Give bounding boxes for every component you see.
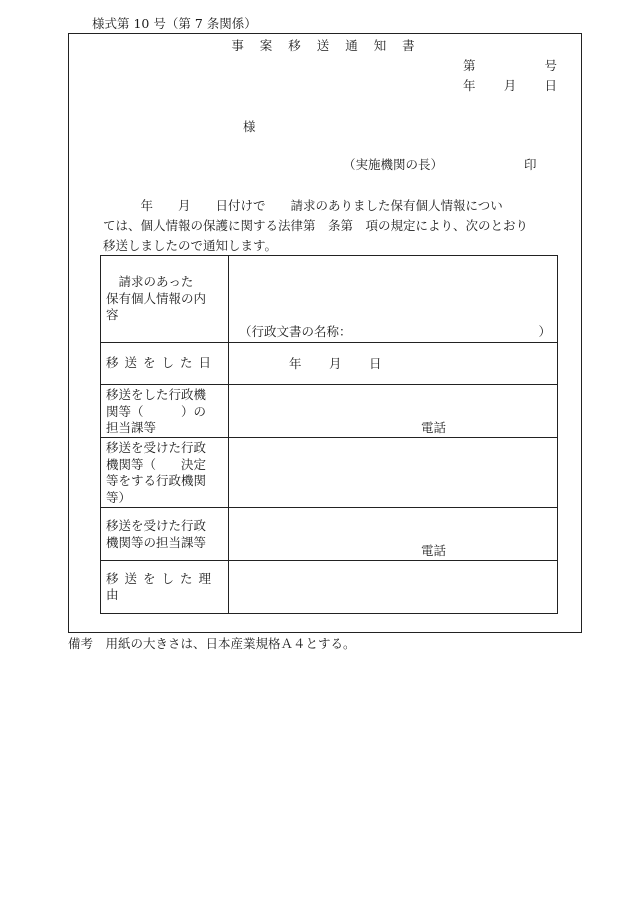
label-line: 等） xyxy=(106,489,132,505)
transfer-date-field[interactable] xyxy=(229,343,558,385)
remarks-note: 備考 用紙の大きさは、日本産業規格Ａ４とする。 xyxy=(68,636,356,651)
label-line: 容 xyxy=(106,307,119,322)
receiving-agency-field[interactable] xyxy=(229,438,558,508)
form-number-label: 様式第 10 号（第 7 条関係） xyxy=(92,16,257,31)
receiving-section-field[interactable] xyxy=(229,508,558,561)
transfer-details-table xyxy=(100,255,558,614)
seal-mark: 印 xyxy=(524,157,537,172)
transfer-day: 日 xyxy=(369,356,382,371)
table-row xyxy=(101,438,558,508)
sending-agency-label xyxy=(101,385,229,438)
addressee-honorific: 様 xyxy=(243,119,256,134)
document-date-line xyxy=(463,78,557,94)
sending-agency-field[interactable] xyxy=(229,385,558,438)
body-line-1: 年 月 日付けで 請求のありました保有個人情報につい xyxy=(103,198,503,213)
transfer-reason-label xyxy=(101,561,229,614)
label-line: 等をする行政機関 xyxy=(106,473,207,488)
doc-name-close: ） xyxy=(538,324,551,339)
transfer-month: 月 xyxy=(329,356,342,371)
number-prefix: 第 xyxy=(463,58,476,73)
label-text: 移送をした日 xyxy=(106,355,218,371)
date-year: 年 xyxy=(463,78,476,93)
transfer-reason-field[interactable] xyxy=(229,561,558,614)
table-row xyxy=(101,508,558,561)
receiving-agency-label xyxy=(101,438,229,508)
label-line: 移送を受けた行政 xyxy=(106,440,207,455)
table-row xyxy=(101,256,558,343)
document-number-line xyxy=(463,58,557,74)
label-line: 機関等の担当課等 xyxy=(106,534,207,550)
head-of-organization: （実施機関の長） xyxy=(343,157,444,172)
label-text: 移送をした理由 xyxy=(106,570,218,602)
label-line: 移送を受けた行政 xyxy=(106,518,207,533)
form-frame xyxy=(68,33,582,633)
label-line: 担当課等 xyxy=(106,420,157,435)
date-month: 月 xyxy=(503,78,517,93)
body-line-2: ては、個人情報の保護に関する法律第 条第 項の規定により、次のとおり xyxy=(103,218,529,233)
number-suffix: 号 xyxy=(544,58,557,73)
requested-info-label xyxy=(101,256,229,343)
body-line-3: 移送しましたので通知します。 xyxy=(103,238,278,253)
transfer-date-label xyxy=(101,343,229,385)
label-line: 機関等（ 決定 xyxy=(106,456,207,472)
date-day: 日 xyxy=(544,78,557,93)
notice-body-text xyxy=(103,196,559,256)
label-line: 移送をした行政機 xyxy=(106,387,207,402)
label-line: 請求のあった xyxy=(106,274,194,289)
requested-info-field[interactable] xyxy=(229,256,558,343)
label-line: 保有個人情報の内 xyxy=(106,290,207,306)
table-row xyxy=(101,385,558,438)
transfer-year: 年 xyxy=(289,356,302,371)
phone-label: 電話 xyxy=(421,543,447,558)
doc-name-open: （行政文書の名称： xyxy=(239,324,352,339)
label-line: 関等（ ）の xyxy=(106,403,207,419)
receiving-section-label xyxy=(101,508,229,561)
table-row xyxy=(101,343,558,385)
table-row xyxy=(101,561,558,614)
document-title: 事 案 移 送 通 知 書 xyxy=(231,38,421,53)
phone-label: 電話 xyxy=(421,420,447,435)
